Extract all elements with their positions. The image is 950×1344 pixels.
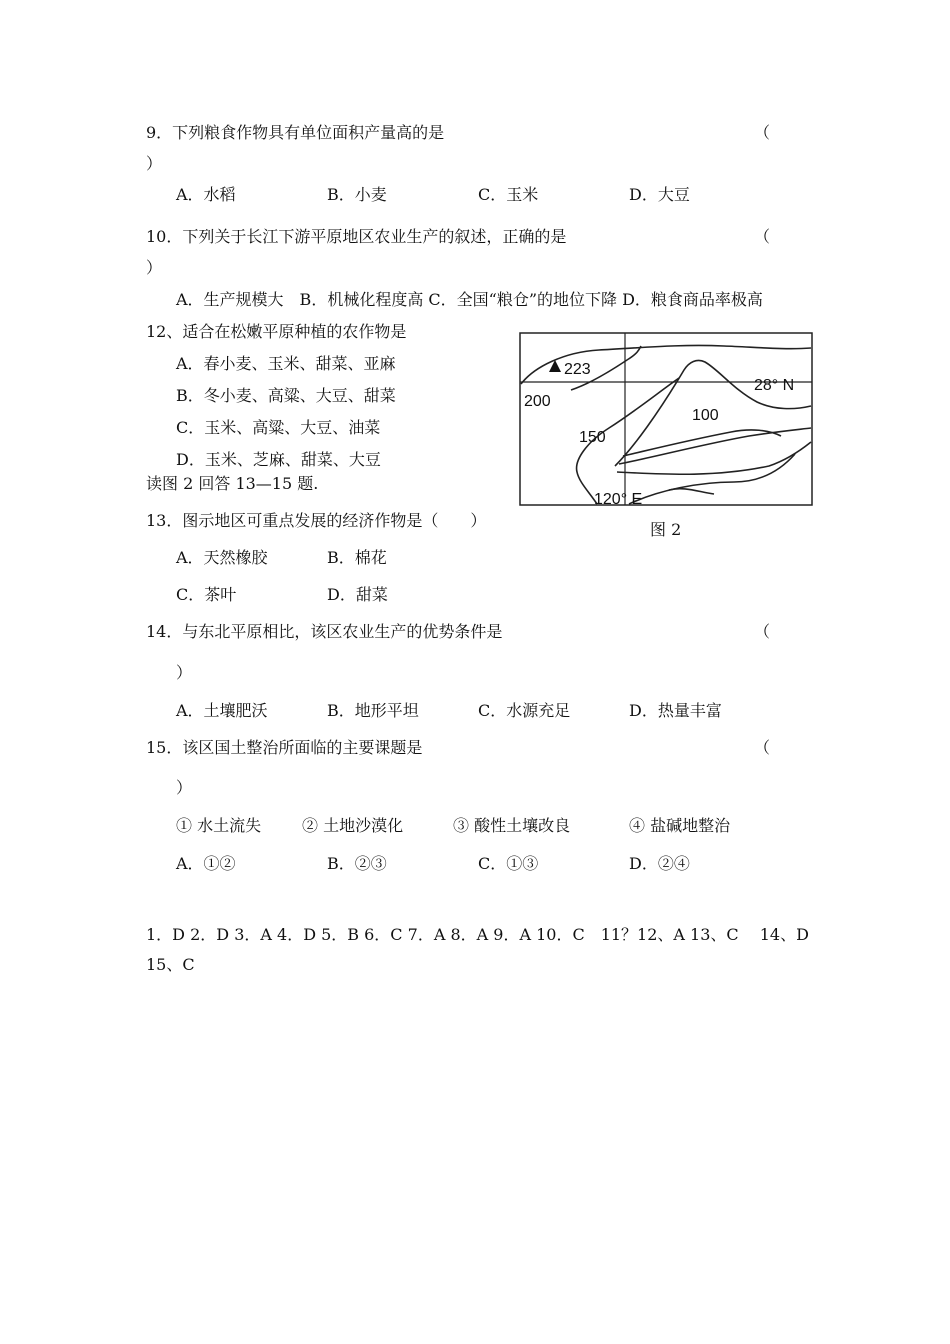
q12-stem: 12、适合在松嫩平原种植的农作物是 bbox=[146, 322, 407, 341]
q14-option-d: D．热量丰富 bbox=[629, 701, 722, 720]
figure-caption: 图 2 bbox=[650, 520, 682, 539]
q12-option-c: C．玉米、高粱、大豆、油菜 bbox=[176, 418, 381, 437]
q10-paren-open: （ bbox=[754, 227, 771, 246]
q10-options: A．生产规模大 B．机械化程度高 C．全国“粮仓”的地位下降 D．粮食商品率极高 bbox=[176, 290, 763, 309]
q15-option-b: B．②③ bbox=[327, 854, 387, 873]
label-lon: 120° E bbox=[594, 491, 643, 506]
q12-option-a: A．春小麦、玉米、甜菜、亚麻 bbox=[176, 354, 396, 373]
q15-option-a: A．①② bbox=[176, 854, 236, 873]
q9-stem: 9．下列粮食作物具有单位面积产量高的是 bbox=[146, 123, 445, 142]
q9-option-c: C．玉米 bbox=[478, 185, 539, 204]
q15-item-3: ③ 酸性土壤改良 bbox=[453, 816, 571, 835]
q10-paren-close: ） bbox=[146, 258, 163, 277]
label-150: 150 bbox=[579, 429, 606, 446]
label-200: 200 bbox=[524, 393, 551, 410]
q9-option-a: A．水稻 bbox=[176, 185, 236, 204]
q9-option-d: D．大豆 bbox=[629, 185, 690, 204]
map-frame bbox=[520, 333, 812, 505]
q13-option-c: C．茶叶 bbox=[176, 585, 237, 604]
q14-option-c: C．水源充足 bbox=[478, 701, 571, 720]
q15-paren-open: （ bbox=[754, 738, 771, 757]
q13-option-a: A．天然橡胶 bbox=[176, 548, 268, 567]
q14-option-b: B．地形平坦 bbox=[327, 701, 419, 720]
answers-line-2: 15、C bbox=[146, 955, 195, 974]
q15-item-4: ④ 盐碱地整治 bbox=[629, 816, 731, 835]
q14-stem: 14．与东北平原相比，该区农业生产的优势条件是 bbox=[146, 622, 503, 641]
q14-option-a: A．土壤肥沃 bbox=[176, 701, 268, 720]
q12-option-b: B．冬小麦、高粱、大豆、甜菜 bbox=[176, 386, 396, 405]
q12-option-d: D．玉米、芝麻、甜菜、大豆 bbox=[176, 450, 381, 469]
q9-paren-open: （ bbox=[754, 123, 771, 142]
q15-item-2: ② 土地沙漠化 bbox=[302, 816, 404, 835]
q15-stem: 15．该区国土整治所面临的主要课题是 bbox=[146, 738, 423, 757]
answers-line-1: 1．D 2．D 3．A 4．D 5．B 6．C 7．A 8．A 9．A 10．C 11？12、A 13、C 14、D bbox=[146, 925, 809, 944]
q13-stem: 13．图示地区可重点发展的经济作物是（ ） bbox=[146, 511, 487, 530]
label-100: 100 bbox=[692, 407, 719, 424]
q9-option-b: B．小麦 bbox=[327, 185, 387, 204]
q10-stem: 10．下列关于长江下游平原地区农业生产的叙述，正确的是 bbox=[146, 227, 567, 246]
q15-item-1: ① 水土流失 bbox=[176, 816, 262, 835]
q13-option-b: B．棉花 bbox=[327, 548, 387, 567]
q14-paren-open: （ bbox=[754, 622, 771, 641]
label-peak: 223 bbox=[564, 361, 591, 378]
contour-map bbox=[519, 332, 813, 506]
intro-text: 读图 2 回答 13—15 题. bbox=[146, 474, 319, 493]
label-lat: 28° N bbox=[754, 377, 795, 394]
q15-paren-close: ） bbox=[176, 778, 193, 797]
q15-option-c: C．①③ bbox=[478, 854, 539, 873]
q14-paren-close: ） bbox=[176, 663, 193, 682]
q9-paren-close: ） bbox=[146, 154, 163, 173]
q15-option-d: D．②④ bbox=[629, 854, 690, 873]
q13-option-d: D．甜菜 bbox=[327, 585, 388, 604]
